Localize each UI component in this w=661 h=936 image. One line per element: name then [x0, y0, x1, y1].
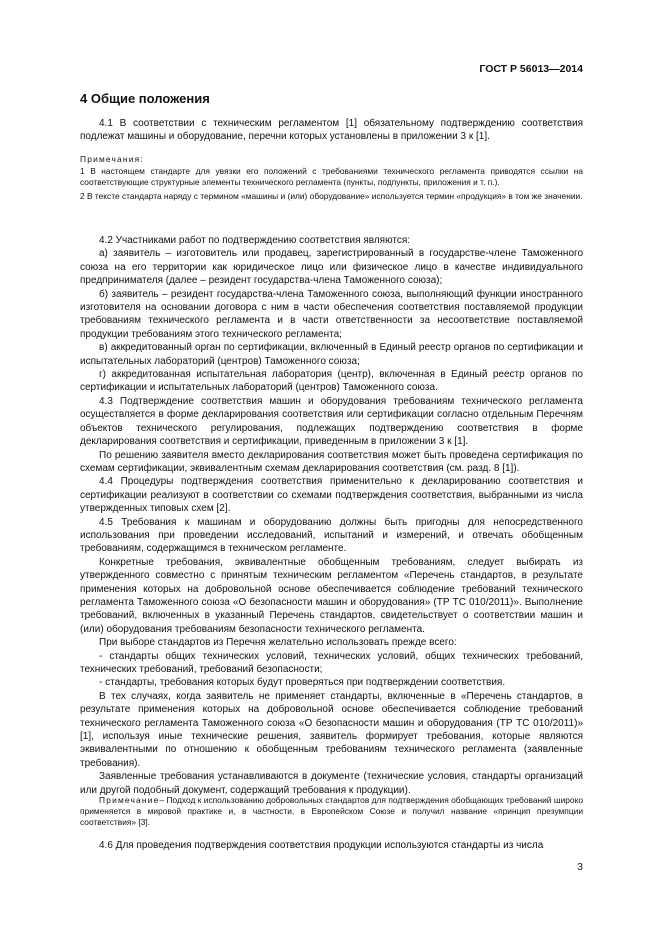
clause-4-1 [80, 117, 583, 144]
list-item: - стандарты общих технических условий, технических условий, общих технических требований, технических требований, требований безопасности; [80, 650, 583, 675]
note-1: 1 В настоящем стандарте для увязки его положений с требованиями технического регламента приводятся ссылки на соответствующие структурные элементы технического регламента (пункты, подпункты, приложения и т. п.). [80, 166, 583, 188]
list-item-b: б) заявитель – резидент государства-члена Таможенного союза, выполняющий функции иностранного изготовителя на основании договора с ним в части обеспечения соответствия поставляемой продукции требованиям технического регламента и в части ответственности за несоответствие поставляемой продукции требованиям этого технического регламента; [80, 288, 583, 340]
clause-4-5: 4.5 Требования к машинам и оборудованию должны быть пригодны для непосредственного использования при проведении исследований, испытаний и измерений, и отвечать обобщенным требованиям, содержащимся в техническом регламенте. [80, 516, 583, 555]
paragraph: 4.6 Для проведения подтверждения соответствия продукции используются стандарты из числа [99, 840, 544, 851]
list-item: - стандарты, требования которых будут проверяться при подтверждении соответствия. [99, 677, 506, 689]
note-body: – Подход к использованию добровольных стандартов для подтверждения обобщающих требований широко применяется в мировой практике и, в частности, в Европейском Союзе и получил название «принцип презумпции соответствия» [3]. [80, 795, 583, 828]
notes-label [80, 153, 583, 165]
paragraph: В тех случаях, когда заявитель не применяет стандарты, включенные в «Перечень стандартов, в результате применения которых на добровольной основе обеспечивается соблюдение требований технического регламента Таможенного союза «О безопасности машин и оборудования (ТР ТС 010/2011)» [1], используя иные технические решения, заявитель формирует требования, которые являются эквивалентными по отношению к обобщенным требованиям технического регламента (заявленные требования). [80, 690, 583, 769]
paragraph: 4.2 Участниками работ по подтверждению соответствия являются: [99, 235, 411, 246]
clause-4-6 [80, 839, 583, 852]
clause-4-2 [80, 234, 583, 797]
paragraph: По решению заявителя вместо декларирования соответствия может быть проведена сертификация по схемам сертификации, эквивалентным схемам декларирования соответствия (см. разд. 8 [1]). [80, 449, 583, 474]
paragraph: Заявленные требования устанавливаются в документе (технические условия, стандарты организаций или другой подобный документ, содержащий требования к продукции). [80, 771, 583, 796]
list-item-a: а) заявитель – изготовитель или продавец, зарегистрированный в государстве-члене Таможенного союза на его территории как юридическое лицо или физическое лицо в качестве индивидуального предпринимателя (далее – резидент государства-члена Таможенного союза); [80, 248, 583, 287]
clause-4-4: 4.4 Процедуры подтверждения соответствия применительно к декларированию соответствия и сертификации реализуют в соответствии со схемами подтверждения соответствия, выбранными из числа утвержденных типовых схем [2]. [80, 476, 583, 515]
paragraph: При выборе стандартов из Перечня желательно использовать прежде всего: [99, 637, 457, 649]
clause-4-3: 4.3 Подтверждение соответствия машин и оборудования требованиям технического регламента осуществляется в форме декларирования соответствия или сертификации согласно отдельным Перечням объектов технического регулирования, подлежащих подтверждению соответствия в форме декларирования соответствия и сертификации, приведенным в приложении 3 к [1]. [80, 395, 583, 448]
notes-label-text: Примечания: [80, 154, 144, 164]
list-item-g: г) аккредитованная испытательная лаборатория (центр), включенная в Единый реестр органов по сертификации и испытательных лабораторий (центров) Таможенного союза. [80, 369, 583, 394]
notes-block [80, 153, 583, 203]
standard-code-header: ГОСТ Р 56013—2014 [479, 63, 583, 75]
paragraph: Конкретные требования, эквивалентные обобщенным требованиям, следует выбирать из утвержденного совместно с принятым техническим регламентом «Перечень стандартов, в результате применения которых на добровольной основе обеспечивается соблюдение требований технического регламента Таможенного союза «О безопасности машин и оборудования» (ТР ТС 010/2011)». Выполнение требований, включенных в указанный Перечень стандартов, свидетельствует о соответствии машин и (или) оборудования требованиям безопасности технического регламента. [80, 556, 583, 635]
note-block [80, 795, 583, 829]
page-number: 3 [577, 861, 583, 873]
note-label: Примечание [99, 795, 160, 805]
list-item-v: в) аккредитованный орган по сертификации, включенный в Единый реестр органов по сертификации и испытательных лабораторий (центров) Таможенного союза; [80, 342, 583, 367]
note-text [80, 795, 583, 829]
note-2: 2 В тексте стандарта наряду с термином «машины и (или) оборудование» используется термин «продукция» в том же значении. [80, 191, 583, 202]
paragraph: 4.1 В соответствии с техническим регламентом [1] обязательному подтверждению соответствия подлежат машины и оборудование, перечни которых установлены в приложении 3 к [1]. [80, 118, 583, 143]
section-title: 4 Общие положения [80, 91, 210, 106]
